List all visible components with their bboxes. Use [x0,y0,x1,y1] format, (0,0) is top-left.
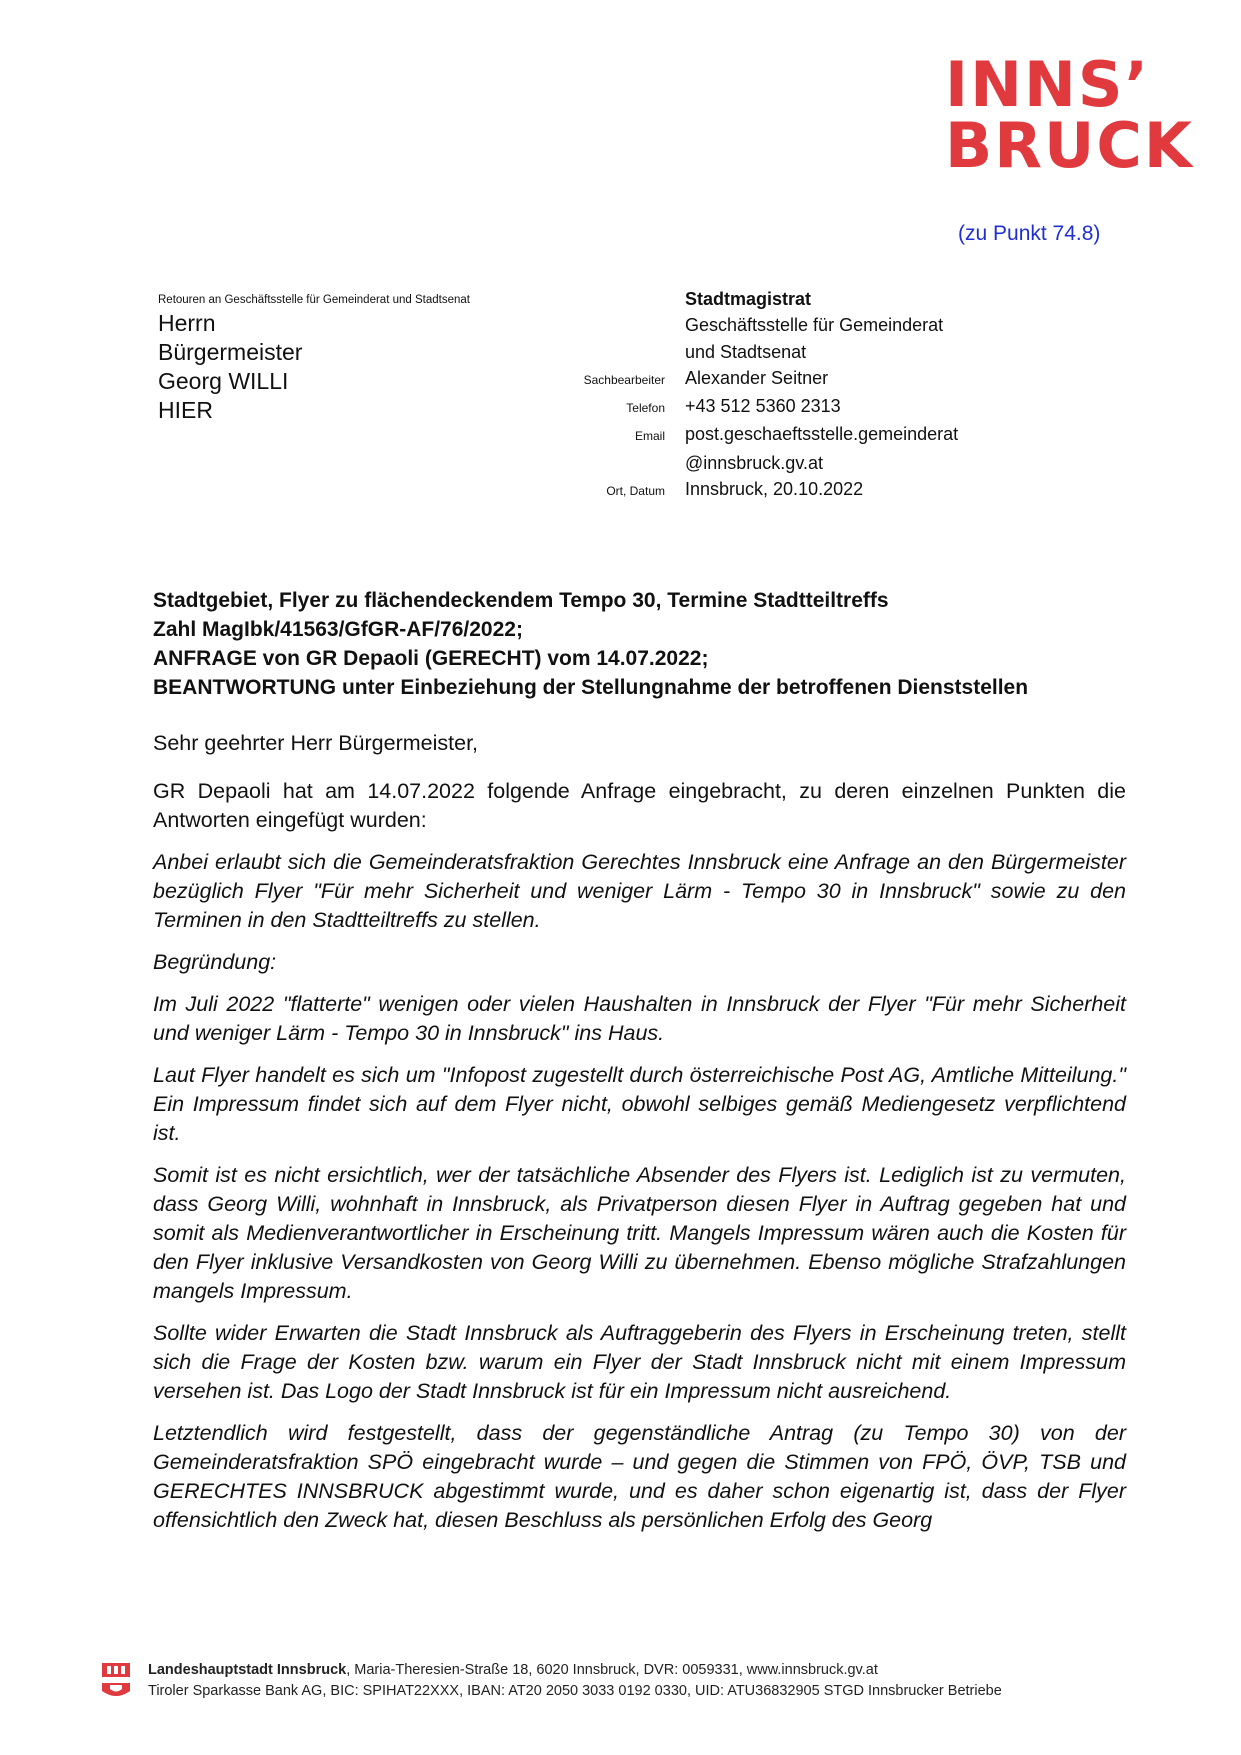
clerk-name: Alexander Seitner [685,367,829,388]
phone-label: Telefon [626,401,665,416]
quote-paragraph: Laut Flyer handelt es sich um "Infopost zugestellt durch österreichische Post AG, Amtliche Mitteilung." Ein Impressum findet sich auf dem Flyer nicht, obwohl selbiges gemäß Mediengesetz verpflichtend ist. [153,1063,1126,1145]
addressee-line: Bürgermeister [158,339,303,365]
intro-paragraph: GR Depaoli hat am 14.07.2022 folgende Anfrage eingebracht, zu deren einzelnen Punkten die Antworten eingefügt wurden: [153,779,1126,832]
sender-row [560,312,1080,338]
email-label: Email [634,429,665,444]
footer [102,1660,1202,1702]
footer-city-name: Landeshauptstadt Innsbruck [148,1662,347,1678]
place-date-label: Ort, Datum [606,484,665,499]
addressee-line: HIER [158,397,213,423]
place-date: Innsbruck, 20.10.2022 [685,479,864,500]
addressee-line: Herrn [158,310,216,336]
email-address: post.geschaeftsstelle.gemeinderat [685,424,959,445]
subject-line: Stadtgebiet, Flyer zu flächendeckendem Tempo 30, Termine Stadtteiltreffs [153,589,889,612]
sender-row [560,450,1080,476]
greeting: Sehr geehrter Herr Bürgermeister, [153,731,479,755]
quote-paragraph: Somit ist es nicht ersichtlich, wer der tatsächliche Absender des Flyers ist. Lediglich ist zu vermuten, dass Georg Willi, wohnhaft in Innsbruck, als Privatperson diesen Flyer in Auftrag gegeben hat und somit als Medienverantwortlicher in Erscheinung tritt. Mangels Impressum wären auch die Kosten für den Flyer inklusive Versandkosten von Georg Willi zu übernehmen. Ebenso mögliche Strafzahlungen mangels Impressum. [153,1163,1126,1303]
subject-line: Zahl MagIbk/41563/GfGR-AF/76/2022; [153,618,523,641]
addressee-line: Georg WILLI [158,368,289,394]
sender-row [560,393,1080,421]
sender-department: Geschäftsstelle für Gemeinderat [685,315,944,336]
quote-paragraph: Begründung: [153,950,277,974]
sender-row [560,339,1080,365]
sender-block [560,286,1080,504]
coat-of-arms-icon [102,1661,130,1701]
logo-line-2: BRUCK [945,109,1194,182]
sender-department: und Stadtsenat [685,341,807,362]
addressee-block [158,309,302,425]
innsbruck-logo [945,48,1194,182]
agenda-reference: (zu Punkt 74.8) [958,222,1101,245]
sender-row [560,286,1080,312]
sender-row [560,421,1080,449]
clerk-label: Sachbearbeiter [583,372,665,387]
footer-bank-details: Tiroler Sparkasse Bank AG, BIC: SPIHAT22XXX, IBAN: AT20 2050 3033 0192 0330, UID: ATU36832905 STGD Innsbrucker Betriebe [148,1683,1002,1699]
return-address-line: Retouren an Geschäftsstelle für Gemeinderat und Stadtsenat [158,294,470,306]
logo-line-1: INNS’ [945,48,1151,121]
subject-block [153,586,1113,702]
quote-paragraph: Letztendlich wird festgestellt, dass der gegenständliche Antrag (zu Tempo 30) von der Gemeinderatsfraktion SPÖ eingebracht wurde – und gegen die Stimmen von FPÖ, ÖVP, TSB und GERECHTES INNSBRUCK abgestimmt wurde, und es daher schon eigenartig ist, dass der Flyer offensichtlich den Zweck hat, diesen Beschluss als persönlichen Erfolg des Georg [153,1421,1126,1532]
phone-number: +43 512 5360 2313 [685,396,841,417]
quote-paragraph: Anbei erlaubt sich die Gemeinderatsfraktion Gerechtes Innsbruck eine Anfrage an den Bürgermeister bezüglich Flyer "Für mehr Sicherheit und weniger Lärm - Tempo 30 in Innsbruck" sowie zu den Terminen in den Stadtteiltreffs zu stellen. [153,850,1126,932]
email-address-domain: @innsbruck.gv.at [685,452,823,473]
letter-body [153,729,1126,1548]
quote-paragraph: Im Juli 2022 "flatterte" wenigen oder vielen Haushalten in Innsbruck der Flyer "Für mehr Sicherheit und weniger Lärm - Tempo 30 in Innsbruck" ins Haus. [153,992,1126,1045]
quote-paragraph: Sollte wider Erwarten die Stadt Innsbruck als Auftraggeberin des Flyers in Erscheinung treten, stellt sich die Frage der Kosten bzw. warum ein Flyer der Stadt Innsbruck nicht mit einem Impressum versehen ist. Das Logo der Stadt Innsbruck ist für ein Impressum nicht ausreichend. [153,1321,1126,1403]
footer-address: , Maria-Theresien-Straße 18, 6020 Innsbruck, DVR: 0059331, www.innsbruck.gv.at [346,1662,878,1678]
sender-row [560,476,1080,504]
subject-line: BEANTWORTUNG unter Einbeziehung der Stellungnahme der betroffenen Dienststellen [153,676,1029,699]
sender-row [560,365,1080,393]
sender-office: Stadtmagistrat [685,289,812,309]
subject-line: ANFRAGE von GR Depaoli (GERECHT) vom 14.07.2022; [153,647,709,670]
